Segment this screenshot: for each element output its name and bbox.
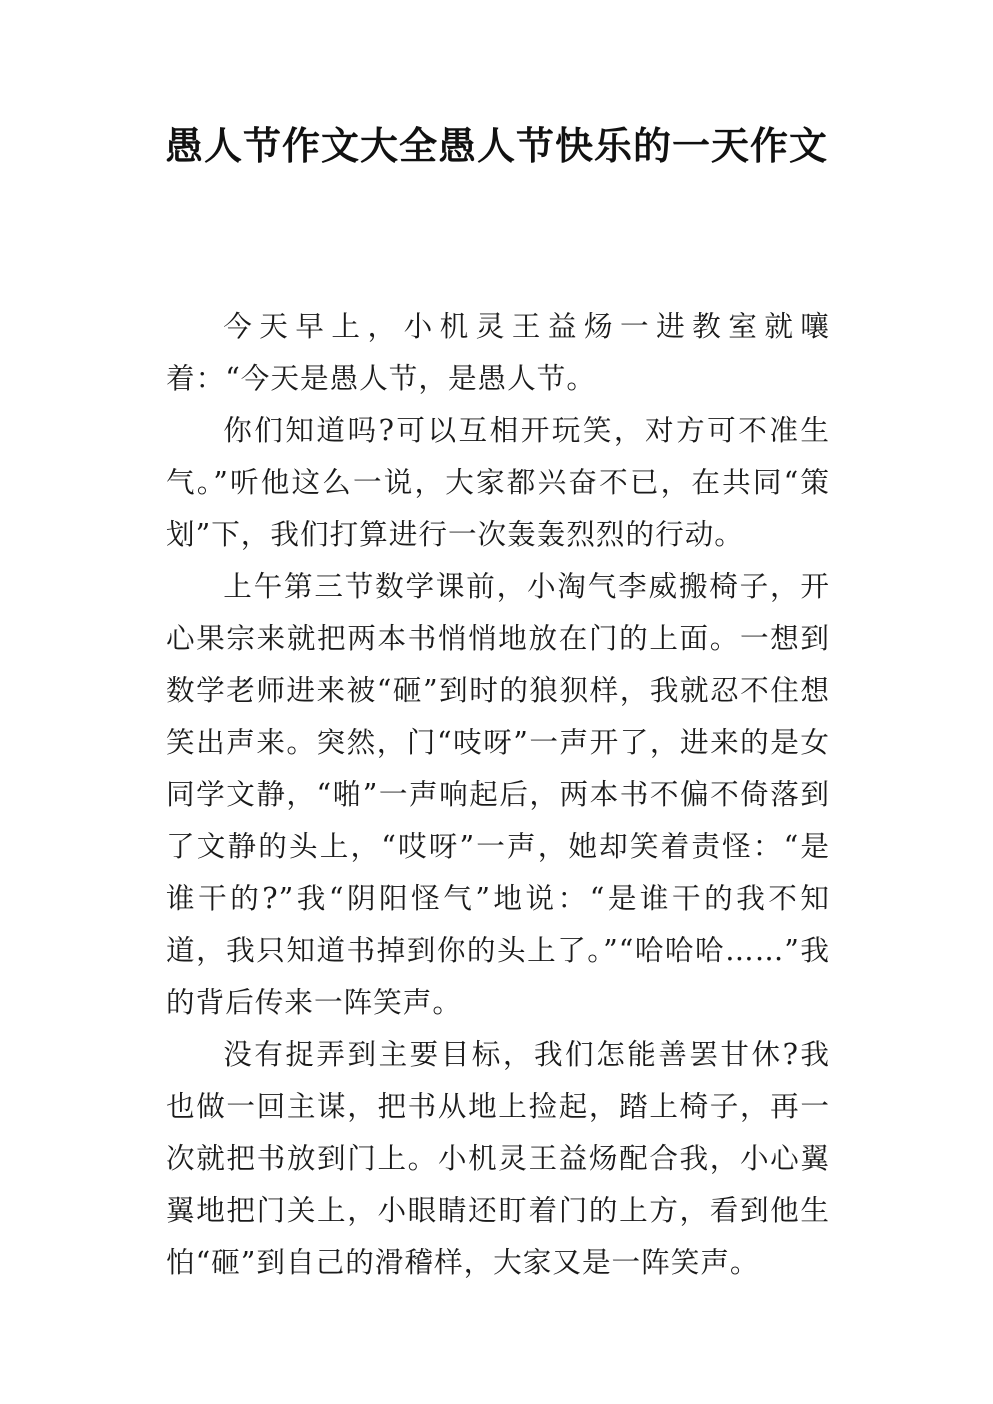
paragraph-2: 你们知道吗?可以互相开玩笑，对方可不准生气。”听他这么一说，大家都兴奋不已，在共同“策划”下，我们打算进行一次轰轰烈烈的行动。 (166, 413, 830, 551)
paragraph-3: 上午第三节数学课前，小淘气李威搬椅子，开心果宗来就把两本书悄悄地放在门的上面。一想到数学老师进来被“砸”到时的狼狈样，我就忍不住想笑出声来。突然，门“吱呀”一声开了，进来的是女同学文静，“啪”一声响起后，两本书不偏不倚落到了文静的头上，“哎呀”一声，她却笑着责怪：“是谁干的?”我“阴阳怪气”地说：“是谁干的我不知道，我只知道书掉到你的头上了。”“哈哈哈……”我的背后传来一阵笑声。 (166, 569, 830, 1019)
paragraph-4: 没有捉弄到主要目标，我们怎能善罢甘休?我也做一回主谋，把书从地上捡起，踏上椅子，再一次就把书放到门上。小机灵王益炀配合我，小心翼翼地把门关上，小眼睛还盯着门的上方，看到他生怕“砸”到自己的滑稽样，大家又是一阵笑声。 (166, 1037, 830, 1279)
document-title: 愚人节作文大全愚人节快乐的一天作文 (164, 124, 828, 168)
document-body (166, 300, 830, 1288)
paragraph-1: 今天早上，小机灵王益炀一进教室就嚷着：“今天是愚人节，是愚人节。 (166, 309, 830, 395)
